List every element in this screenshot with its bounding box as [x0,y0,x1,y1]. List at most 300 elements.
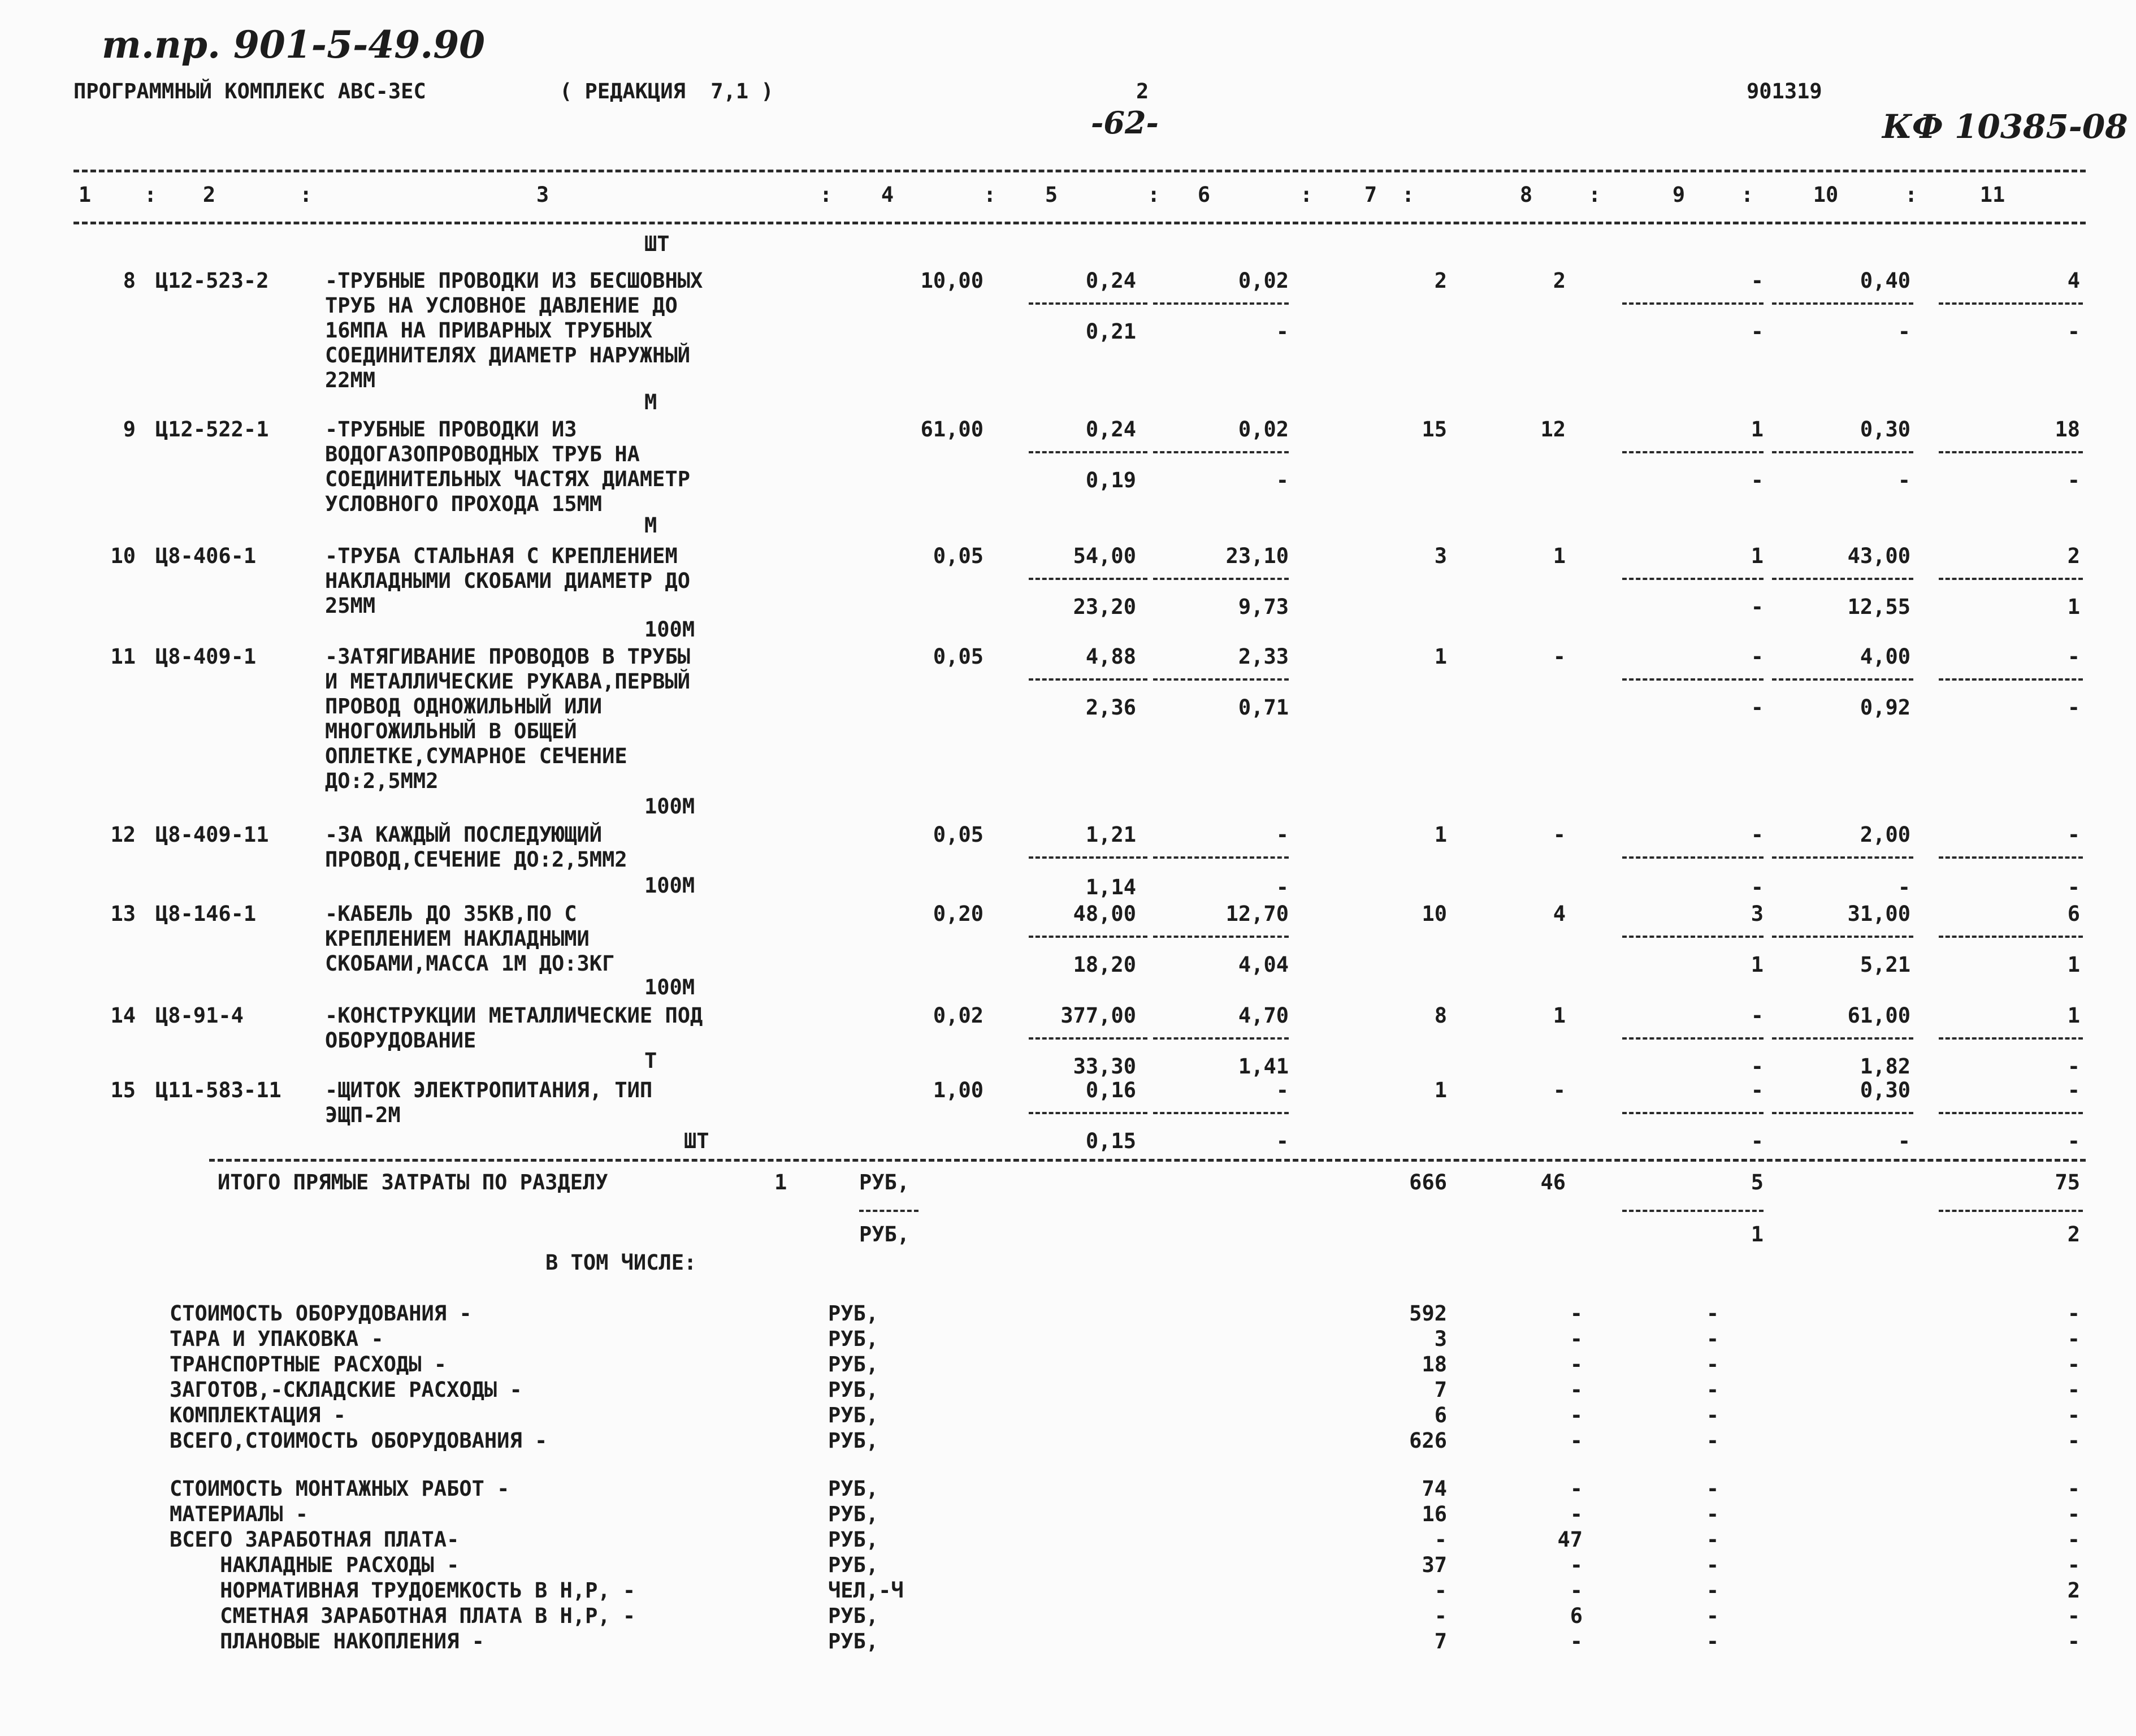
summary-c7: 37 [1422,1553,1447,1577]
row-c8: 4 [1553,902,1566,926]
totals-unit: РУБ, [859,1170,910,1194]
row-c6-second: - [1276,319,1289,344]
summary-unit: РУБ, [828,1301,879,1326]
row-c6-second: - [1276,875,1289,899]
row-c6-second: 0,71 [1238,695,1289,720]
summary-c11: - [2067,1327,2080,1351]
row-c9-second: - [1751,468,1764,492]
row-divider [1939,678,2083,681]
row-c11-second: - [2067,319,2080,344]
row-description: -КОНСТРУКЦИИ МЕТАЛЛИЧЕСКИЕ ПОД ОБОРУДОВАНИЕ [325,1003,703,1053]
row-c5: 1,21 [1085,822,1136,847]
row-c7: 2 [1434,269,1447,293]
row-c4: 0,20 [933,902,983,926]
summary-c11: - [2067,1604,2080,1628]
handwritten-page-number: -62- [1091,105,1159,141]
row-c5: 48,00 [1073,902,1136,926]
row-c6-second: 9,73 [1238,595,1289,619]
row-divider [1939,936,2083,938]
row-c6-second: 1,41 [1238,1054,1289,1079]
row-c8: 12 [1540,417,1566,441]
row-c9: - [1751,644,1764,669]
summary-c11: - [2067,1428,2080,1453]
row-c5: 0,24 [1085,417,1136,441]
row-c9: - [1751,822,1764,847]
summary-c9: - [1706,1527,1719,1552]
summary-label: ПЛАНОВЫЕ НАКОПЛЕНИЯ - [170,1629,484,1653]
row-divider [1029,1112,1147,1114]
column-header-2: 2 [202,183,216,207]
summary-c9: - [1706,1553,1719,1577]
row-c10: 0,40 [1860,269,1910,293]
row-c5-second: 2,36 [1085,695,1136,720]
row-c4: 0,05 [933,544,983,568]
summary-unit: РУБ, [828,1327,879,1351]
row-c9-second: - [1751,595,1764,619]
totals-c9-divider [1622,1210,1764,1212]
totals-c11: 75 [2055,1170,2080,1194]
summary-c7: - [1434,1578,1447,1603]
row-code: Ц8-409-1 [155,644,257,669]
summary-c11: - [2067,1301,2080,1326]
row-c9: 1 [1751,417,1764,441]
row-divider [1029,936,1147,938]
row-code: Ц11-583-11 [155,1078,281,1102]
column-header-4: 4 [881,183,894,207]
summary-c9: - [1706,1502,1719,1526]
row-divider [1772,678,1913,681]
summary-c7: 7 [1434,1378,1447,1402]
row-divider [1772,578,1913,580]
row-c10-second: 0,92 [1860,695,1910,720]
row-divider [1772,936,1913,938]
summary-unit: ЧЕЛ,-Ч [828,1578,904,1603]
header-bottom-rule [73,222,2086,224]
row-c7: 1 [1434,822,1447,847]
row-c5: 377,00 [1060,1003,1136,1028]
totals-c11-second: 2 [2067,1222,2080,1246]
summary-c11: 2 [2067,1578,2080,1603]
summary-c9: - [1706,1403,1719,1427]
row-description: -КАБЕЛЬ ДО 35КВ,ПО С КРЕПЛЕНИЕМ НАКЛАДНЫМИ СКОБАМИ,МАССА 1М ДО:3КГ [325,902,615,976]
row-c9: - [1751,1003,1764,1028]
row-c9-second: - [1751,1129,1764,1153]
row-c5: 4,88 [1085,644,1136,669]
row-number: 15 [110,1078,136,1102]
summary-c11: - [2067,1378,2080,1402]
row-c10: 31,00 [1847,902,1910,926]
row-c11: 1 [2067,1003,2080,1028]
column-header-5: 5 [1045,183,1058,207]
row-c11: - [2067,822,2080,847]
program-title: ПРОГРАММНЫЙ КОМПЛЕКС АВС-3ЕС [73,79,426,103]
row-code: Ц12-523-2 [155,269,269,293]
header-top-rule [73,170,2086,172]
row-c6: 23,10 [1225,544,1289,568]
summary-unit: РУБ, [828,1428,879,1453]
row-number: 11 [110,644,136,669]
row-c10: 4,00 [1860,644,1910,669]
row-c6: 2,33 [1238,644,1289,669]
edition-label: ( РЕДАКЦИЯ 7,1 ) [560,79,774,103]
summary-c8: 6 [1570,1604,1583,1628]
row-c5: 54,00 [1073,544,1136,568]
column-separator: : [300,183,313,207]
row-number: 9 [123,417,136,441]
column-header-11: 11 [1979,183,2005,207]
summary-c8: - [1570,1378,1583,1402]
summary-c11: - [2067,1477,2080,1501]
summary-c9: - [1706,1578,1719,1603]
row-divider [1772,451,1913,453]
row-description: -ТРУБА СТАЛЬНАЯ С КРЕПЛЕНИЕМ НАКЛАДНЫМИ СКОБАМИ ДИАМЕТР ДО 25ММ [325,544,691,618]
row-divider [1939,856,2083,859]
row-c5-second: 23,20 [1073,595,1136,619]
row-c9: - [1751,269,1764,293]
row-divider [1772,1037,1913,1040]
summary-c7: - [1434,1604,1447,1628]
row-c8: 2 [1553,269,1566,293]
row-c10: 61,00 [1847,1003,1910,1028]
row-number: 12 [110,822,136,847]
column-separator: : [144,183,157,207]
row-c7: 1 [1434,1078,1447,1102]
row-divider [1029,451,1147,453]
summary-label: ТРАНСПОРТНЫЕ РАСХОДЫ - [170,1352,447,1376]
summary-label: ЗАГОТОВ,-СКЛАДСКИЕ РАСХОДЫ - [170,1378,522,1402]
row-divider [1939,1037,2083,1040]
summary-c7: 6 [1434,1403,1447,1427]
row-c10: 0,30 [1860,417,1910,441]
row-divider [1153,451,1289,453]
summary-c7: 18 [1422,1352,1447,1376]
row-c6: 0,02 [1238,269,1289,293]
row-c11-second: - [2067,695,2080,720]
column-separator: : [820,183,833,207]
column-header-8: 8 [1519,183,1533,207]
row-c5-second: 0,21 [1085,319,1136,344]
totals-unit-divider [859,1210,918,1212]
row-c5-second: 0,15 [1085,1129,1136,1153]
summary-label: ВСЕГО,СТОИМОСТЬ ОБОРУДОВАНИЯ - [170,1428,548,1453]
summary-c8: - [1570,1327,1583,1351]
summary-c9: - [1706,1629,1719,1653]
summary-c8: - [1570,1578,1583,1603]
totals-c9: 5 [1751,1170,1764,1194]
row-c7: 3 [1434,544,1447,568]
summary-c9: - [1706,1301,1719,1326]
row-c9-second: - [1751,319,1764,344]
row-c9-second: - [1751,875,1764,899]
row-c6: 12,70 [1225,902,1289,926]
row-c5: 0,24 [1085,269,1136,293]
row-divider [1622,1112,1764,1114]
row-code: Ц8-409-11 [155,822,269,847]
summary-c8: - [1570,1629,1583,1653]
row-c9: 3 [1751,902,1764,926]
row-c5-second: 33,30 [1073,1054,1136,1079]
summary-unit: РУБ, [828,1629,879,1653]
row-c6-second: 4,04 [1238,953,1289,977]
summary-c7: 16 [1422,1502,1447,1526]
row-divider [1153,936,1289,938]
row-c8: - [1553,1078,1566,1102]
summary-label: МАТЕРИАЛЫ - [170,1502,309,1526]
row-number: 14 [110,1003,136,1028]
row-c6-second: - [1276,468,1289,492]
row-c6: - [1276,1078,1289,1102]
summary-unit: РУБ, [828,1403,879,1427]
row-c11: 6 [2067,902,2080,926]
row-unit: М [644,390,657,414]
summary-unit: РУБ, [828,1352,879,1376]
summary-c11: - [2067,1502,2080,1526]
column-header-10: 10 [1813,183,1839,207]
totals-unit-2: РУБ, [859,1222,910,1246]
row-c10: 0,30 [1860,1078,1910,1102]
summary-c11: - [2067,1403,2080,1427]
row-divider [1153,678,1289,681]
summary-c9: - [1706,1378,1719,1402]
row-divider [1029,302,1147,305]
row-c10-second: - [1897,875,1910,899]
column-header-3: 3 [536,183,549,207]
summary-c9: - [1706,1327,1719,1351]
summary-c8: - [1570,1502,1583,1526]
row-divider [1153,578,1289,580]
row-unit: 100М [644,975,695,999]
summary-c9: - [1706,1352,1719,1376]
row-c11-second: 1 [2067,953,2080,977]
row-code: Ц8-406-1 [155,544,257,568]
row-divider [1622,578,1764,580]
row-c5: 0,16 [1085,1078,1136,1102]
handwritten-reference: КФ 10385-08 [1882,107,2128,146]
summary-c7: 7 [1434,1629,1447,1653]
summary-c7: 626 [1409,1428,1447,1453]
row-unit: ШТ [644,232,670,256]
row-description: -ТРУБНЫЕ ПРОВОДКИ ИЗ ВОДОГАЗОПРОВОДНЫХ ТРУБ НА СОЕДИНИТЕЛЬНЫХ ЧАСТЯХ ДИАМЕТР УСЛОВНОГО ПРОХОДА 15ММ [325,417,691,516]
row-divider [1622,678,1764,681]
summary-c8: - [1570,1403,1583,1427]
row-c7: 1 [1434,644,1447,669]
row-c8: 1 [1553,544,1566,568]
row-divider [1622,1037,1764,1040]
summary-c9: - [1706,1428,1719,1453]
row-divider [1622,451,1764,453]
row-divider [1029,856,1147,859]
column-header-6: 6 [1197,183,1211,207]
row-number: 13 [110,902,136,926]
summary-label: КОМПЛЕКТАЦИЯ - [170,1403,346,1427]
row-c11-second: 1 [2067,595,2080,619]
row-code: Ц8-91-4 [155,1003,244,1028]
row-c9-second: 1 [1751,953,1764,977]
row-c10-second: 5,21 [1860,953,1910,977]
summary-unit: РУБ, [828,1553,879,1577]
row-divider [1029,1037,1147,1040]
row-c11-second: - [2067,1054,2080,1079]
row-c10-second: 12,55 [1847,595,1910,619]
summary-unit: РУБ, [828,1477,879,1501]
summary-c11: - [2067,1527,2080,1552]
row-unit: М [644,513,657,538]
row-divider [1772,1112,1913,1114]
row-unit: 100М [644,794,695,819]
totals-label: ИТОГО ПРЯМЫЕ ЗАТРАТЫ ПО РАЗДЕЛУ [218,1170,608,1194]
row-divider [1939,578,2083,580]
summary-c11: - [2067,1629,2080,1653]
summary-c11: - [2067,1352,2080,1376]
row-divider [1153,1037,1289,1040]
row-description: -ЗА КАЖДЫЙ ПОСЛЕДУЮЩИЙ ПРОВОД,СЕЧЕНИЕ ДО:2,5ММ2 [325,822,627,872]
row-c6: 0,02 [1238,417,1289,441]
row-divider [1029,578,1147,580]
summary-unit: РУБ, [828,1378,879,1402]
summary-label: СТОИМОСТЬ МОНТАЖНЫХ РАБОТ - [170,1477,510,1501]
row-divider [1939,451,2083,453]
row-description: -ЩИТОК ЭЛЕКТРОПИТАНИЯ, ТИП ЭЩП-2М [325,1078,653,1127]
row-divider [1772,856,1913,859]
summary-c9: - [1706,1477,1719,1501]
row-code: Ц8-146-1 [155,902,257,926]
totals-c8: 46 [1540,1170,1566,1194]
summary-label: СМЕТНАЯ ЗАРАБОТНАЯ ПЛАТА В Н,Р, - [170,1604,636,1628]
column-header-1: 1 [78,183,92,207]
document-number: 901319 [1747,79,1822,103]
row-c4: 0,05 [933,822,983,847]
row-divider [1622,936,1764,938]
summary-c8: - [1570,1428,1583,1453]
column-separator: : [1402,183,1415,207]
summary-c7: 3 [1434,1327,1447,1351]
column-separator: : [1588,183,1601,207]
column-header-9: 9 [1672,183,1686,207]
summary-unit: РУБ, [828,1502,879,1526]
row-number: 8 [123,269,136,293]
summary-unit: РУБ, [828,1527,879,1552]
summary-c8: - [1570,1553,1583,1577]
row-c7: 8 [1434,1003,1447,1028]
row-c11: 18 [2055,417,2080,441]
row-c5-second: 0,19 [1085,468,1136,492]
page-number: 2 [1136,79,1149,103]
column-separator: : [1147,183,1160,207]
row-c9: - [1751,1078,1764,1102]
row-unit: 100М [644,617,695,642]
row-c10-second: - [1897,319,1910,344]
summary-c7: 74 [1422,1477,1447,1501]
row-c4: 61,00 [920,417,983,441]
totals-c9-second: 1 [1751,1222,1764,1246]
row-c10-second: - [1897,1129,1910,1153]
row-c11: 2 [2067,544,2080,568]
row-c11-second: - [2067,875,2080,899]
summary-c7: - [1434,1527,1447,1552]
row-c11-second: - [2067,1129,2080,1153]
summary-label: НАКЛАДНЫЕ РАСХОДЫ - [170,1553,460,1577]
row-description: -ЗАТЯГИВАНИЕ ПРОВОДОВ В ТРУБЫ И МЕТАЛЛИЧЕСКИЕ РУКАВА,ПЕРВЫЙ ПРОВОД ОДНОЖИЛЬНЫЙ ИЛИ МНОГОЖИЛЬНЫЙ В ОБЩЕЙ ОПЛЕТКЕ,СУМАРНОЕ СЕЧЕНИЕ ДО:2,5ММ2 [325,644,691,793]
row-c6: - [1276,822,1289,847]
row-c4: 0,02 [933,1003,983,1028]
row-c7: 15 [1422,417,1447,441]
row-c10: 43,00 [1847,544,1910,568]
totals-c7: 666 [1409,1170,1447,1194]
row-description: -ТРУБНЫЕ ПРОВОДКИ ИЗ БЕСШОВНЫХ ТРУБ НА УСЛОВНОЕ ДАВЛЕНИЕ ДО 16МПА НА ПРИВАРНЫХ ТРУБНЫХ СОЕДИНИТЕЛЯХ ДИАМЕТР НАРУЖНЫЙ 22ММ [325,269,703,392]
summary-label: НОРМАТИВНАЯ ТРУДОЕМКОСТЬ В Н,Р, - [170,1578,636,1603]
row-c10-second: - [1897,468,1910,492]
summary-unit: РУБ, [828,1604,879,1628]
row-unit-below: ШТ [684,1129,709,1153]
summary-label: СТОИМОСТЬ ОБОРУДОВАНИЯ - [170,1301,472,1326]
row-c4: 10,00 [920,269,983,293]
totals-section-number: 1 [774,1170,787,1194]
summary-label: ТАРА И УПАКОВКА - [170,1327,384,1351]
row-c10: 2,00 [1860,822,1910,847]
row-c11-second: - [2067,468,2080,492]
row-c11: 4 [2067,269,2080,293]
summary-c7: 592 [1409,1301,1447,1326]
row-c8: 1 [1553,1003,1566,1028]
row-c9: 1 [1751,544,1764,568]
row-divider [1153,1112,1289,1114]
summary-label: ВСЕГО ЗАРАБОТНАЯ ПЛАТА- [170,1527,460,1552]
handwritten-project-code: т.пр. 901-5-49.90 [102,23,486,67]
row-c5-second: 1,14 [1085,875,1136,899]
row-c8: - [1553,644,1566,669]
row-divider [1153,302,1289,305]
summary-c8: 47 [1557,1527,1583,1552]
column-header-7: 7 [1364,183,1377,207]
row-number: 10 [110,544,136,568]
row-c10-second: 1,82 [1860,1054,1910,1079]
row-divider [1772,302,1913,305]
row-c9-second: - [1751,1054,1764,1079]
row-c5-second: 18,20 [1073,953,1136,977]
totals-c11-divider [1939,1210,2083,1212]
row-divider [1622,302,1764,305]
column-separator: : [1905,183,1918,207]
summary-c8: - [1570,1477,1583,1501]
column-separator: : [983,183,996,207]
summary-c8: - [1570,1352,1583,1376]
row-divider [1939,302,2083,305]
row-divider [1153,856,1289,859]
row-c11: - [2067,644,2080,669]
row-c9-second: - [1751,695,1764,720]
row-c7: 10 [1422,902,1447,926]
row-c4: 0,05 [933,644,983,669]
row-code: Ц12-522-1 [155,417,269,441]
column-separator: : [1741,183,1754,207]
row-c6: 4,70 [1238,1003,1289,1028]
row-unit: Т [644,1049,657,1073]
row-c11: - [2067,1078,2080,1102]
totals-top-rule [209,1159,2086,1162]
summary-c11: - [2067,1553,2080,1577]
row-divider [1622,856,1764,859]
row-c6-second: - [1276,1129,1289,1153]
row-divider [1939,1112,2083,1114]
row-divider [1029,678,1147,681]
column-separator: : [1300,183,1313,207]
including-label: В ТОМ ЧИСЛЕ: [545,1250,697,1275]
row-unit: 100М [644,873,695,898]
row-c8: - [1553,822,1566,847]
summary-c8: - [1570,1301,1583,1326]
row-c4: 1,00 [933,1078,983,1102]
summary-c9: - [1706,1604,1719,1628]
